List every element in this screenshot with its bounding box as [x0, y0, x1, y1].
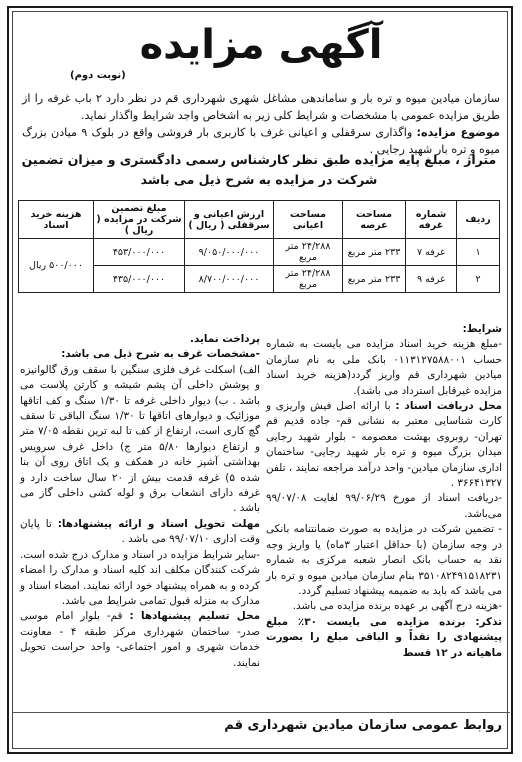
- intro-text: سازمان میادین میوه و تره بار و ساماندهی مشاغل شهری شهرداری قم در نظر دارد ۲ باب غرفه را از طریق مزایده عمومی با مشخصات و شرایط کلی زیر به اشخاص واجد شرایط واگذار نماید.: [22, 92, 500, 122]
- col-header-row-number: ردیف: [457, 201, 500, 239]
- reminder-label: تذکر:: [475, 615, 502, 628]
- specs-paragraph: الف) اسکلت غرف فلزی سنگین با سقف ورق گالوانیزه و پوشش داخلی آن پشم شیشه و کارتن پلاست می باشد . ب) دیوار داخلی غرفه تا ۱/۳۰ سنگ و کف اتاقها موزائیک و دیوارهای اتاقها تا ۱/۳۰ سنگ الباقی تا سقف گچ کاری است، ارتفاع از کف تا لبه ترین نقطه ۷/۰۵ متر و ارتفاع دیوارها ۵/۸۰ متر ج) داخل غرف سرویس بهداشتی آشپز خانه در همکف و یک اتاق روی آن بنا شده ۵) غرفه قدمت بیش از ۲۰ سال ساخت دارد و غرفه دارای انشعاب برق و لوله کشی داخلی گاز می باشد .: [20, 363, 260, 515]
- subject-text: واگذاری سرقفلی و اعیانی غرف با کاربری بار فروشی واقع در بلوک ۹ میادن بزرگ میوه و تره بار شهید رجایی .: [22, 126, 500, 156]
- cell-guarantee: ۴۵۳/۰۰۰/۰۰۰: [94, 239, 185, 266]
- dates-paragraph: -دریافت اسناد از مورخ ۹۹/۰۶/۲۹ لغایت ۹۹/۰۷/۰۸ می‌باشد.: [266, 492, 503, 520]
- details-column: [20, 332, 260, 671]
- cell-booth-number: غرفه ۷: [406, 239, 457, 266]
- submit-text: قم- بلوار امام موسی صدر- ساختمان شهرداری مرکز طبقه ۴ - معاونت خدمات شهری و امور اجتماعی- واحد حراست تحویل نمایند.: [20, 610, 260, 669]
- round-label: (نوبت دوم): [70, 70, 126, 81]
- reminder-text: برنده مزایده می بایست ۳۰٪ مبلغ پیشنهادی را نقداً و الباقی مبلغ را بصورت ماهیانه در ۱۲ قسط: [266, 615, 502, 659]
- other-terms-paragraph: -سایر شرایط مزایده در اسناد و مدارک درج شده است. شرکت کنندگان مکلف اند کلیه اسناد و مدارک را امضاء کرده و به همراه پیشنهاد خود ارائه نمایند. امضاء اسناد و مدارک به منزله قبول تمامی شرایط می باشد.: [20, 548, 260, 607]
- table-note: متراژ ، مبلغ پایه مزایده طبق نظر کارشناس رسمی دادگستری و میزان تضمین شرکت در مزایده به شرح ذیل می باشد: [21, 152, 497, 187]
- submit-label: محل تسلیم پیشنهادها :: [129, 610, 261, 623]
- footer-divider: [12, 712, 510, 713]
- cell-row-number: ۲: [457, 266, 500, 293]
- notice-title: آگهی مزایده: [139, 22, 383, 68]
- cell-value: ۹/۰۵۰/۰۰۰/۰۰۰: [185, 239, 274, 266]
- intro-paragraph: [22, 90, 500, 158]
- subject-label: موضوع مزایده:: [416, 126, 500, 139]
- cell-building-area: ۲۴/۲۸۸ متر مربع: [274, 266, 343, 293]
- col-header-doc-fee: هزینه خرید اسناد: [19, 201, 94, 239]
- cell-guarantee: ۴۳۵/۰۰۰/۰۰۰: [94, 266, 185, 293]
- table-row: [19, 239, 500, 266]
- deadline-label: مهلت تحویل اسناد و ارائه پیشنهادها:: [57, 517, 260, 530]
- specs-heading: -مشخصات غرف به شرح ذیل می باشد:: [61, 348, 260, 361]
- conditions-column: [266, 322, 502, 661]
- submit-paragraph: [20, 609, 260, 671]
- col-header-value: ارزش اعیانی و سرقفلی ( ریال ): [185, 201, 274, 239]
- col-header-building-area: مساحت اعیانی: [274, 201, 343, 239]
- cell-row-number: ۱: [457, 239, 500, 266]
- conditions-heading: شرایط:: [462, 323, 502, 335]
- table-header-row: [19, 201, 500, 239]
- receipt-label: محل دریافت اسناد :: [395, 400, 502, 413]
- cell-value: ۸/۷۰۰/۰۰۰/۰۰۰: [185, 266, 274, 293]
- deadline-text: تا پایان وقت اداری ۹۹/۰۷/۱۰ می باشد .: [20, 517, 260, 546]
- fee-paragraph: -مبلغ هزینه خرید اسناد مزایده می بایست به شماره حساب ۰۱۱۳۱۲۷۵۸۸۰۰۱ بانک ملی به نام سازمان میادین شهرداری قم واریز گردد(هزینه خرید اسناد مزایده غیرقابل استرداد می باشد).: [266, 338, 502, 397]
- guarantee-paragraph: - تضمین شرکت در مزایده به صورت ضمانتنامه بانکی در وجه سازمان (با حداقل اعتبار ۳ماه) یا واریز وجه نقد به حساب بانک انصار شعبه مرکزی به شماره ۳۵۱۰۸۲۴۹۱۵۱۸۲۳۱ بنام سازمان میادین میوه و تره بار می باشد که باید به ضمیمه پیشنهاد تسلیم گردد.: [266, 523, 502, 597]
- cell-doc-fee: ۵۰۰/۰۰۰ ریال: [19, 239, 94, 293]
- payment-line: پرداخت نماید.: [190, 333, 260, 345]
- footer-signature: روابط عمومی سازمان میادین شهرداری قم: [224, 718, 502, 733]
- ad-fee-paragraph: -هزینه درج آگهی بر عهده برنده مزایده می باشد.: [292, 600, 502, 613]
- receipt-paragraph: [266, 399, 502, 491]
- cell-booth-number: غرفه ۹: [406, 266, 457, 293]
- col-header-booth-number: شماره غرفه: [406, 201, 457, 239]
- receipt-text: با ارائه اصل فیش واریزی و کارت شناسایی معتبر به نشانی قم- جاده قدیم قم تهران- روبروی بهشت معصومه - بلوار شهید رجایی میدان بزرگ میوه و تره بار شهید رجایی- ساختمان اداری سازمان میادین- واحد درآمد مراجعه نمایند ، تلفن ۳۶۶۴۱۳۲۷ .: [266, 400, 502, 490]
- cell-land-area: ۲۳۳ متر مربع: [343, 266, 406, 293]
- cell-building-area: ۲۴/۲۸۸ متر مربع: [274, 239, 343, 266]
- cell-land-area: ۲۳۳ متر مربع: [343, 239, 406, 266]
- reminder-paragraph: [266, 615, 502, 661]
- col-header-land-area: مساحت عرصه: [343, 201, 406, 239]
- col-header-guarantee: مبلغ تضمین شرکت در مزایده ( ریال ): [94, 201, 185, 239]
- items-table: [18, 200, 500, 293]
- deadline-paragraph: [20, 517, 260, 548]
